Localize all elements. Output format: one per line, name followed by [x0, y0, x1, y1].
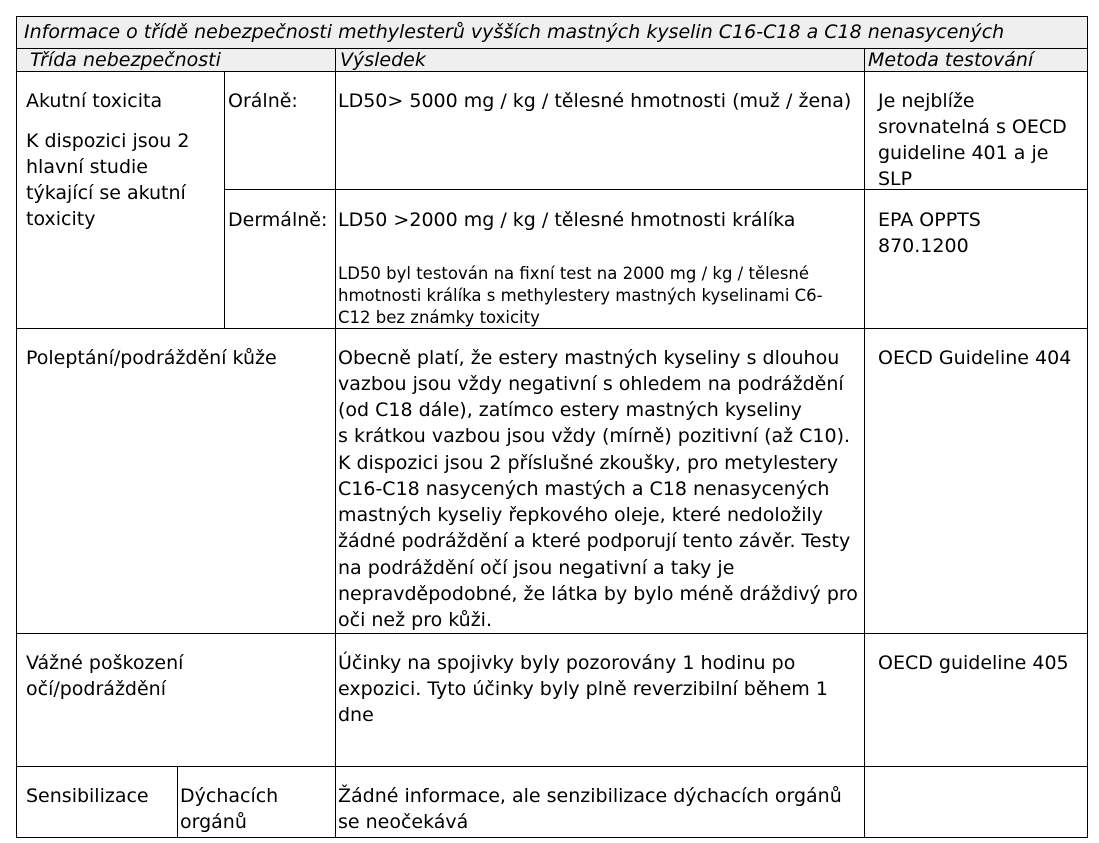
dermal-note-line: LD50 byl testován na fixní test na 2000 mg / kg / tělesné: [338, 264, 810, 283]
header-result: Výsledek: [340, 49, 426, 71]
acute-toxicity-note-line: K dispozici jsou 2: [26, 130, 190, 152]
column-divider: [224, 71, 225, 328]
skin-result-line: vazbou jsou vždy negativní s ohledem na podráždění: [338, 373, 844, 395]
skin-result-line: na podráždění očí jsou negativní a taky je: [338, 557, 735, 579]
table-border-left: [16, 16, 17, 838]
skin-irritation-label: Poleptání/podráždění kůže: [26, 347, 277, 369]
dermal-note-line: C12 bez známky toxicity: [338, 308, 540, 327]
column-divider: [864, 48, 865, 838]
acute-toxicity-note-line: týkající se akutní: [26, 182, 186, 204]
skin-result-line: žádné podráždění a které podporují tento závěr. Testy: [338, 530, 851, 552]
header-hazard-class: Třída nebezpečnosti: [30, 49, 221, 71]
row-divider: [16, 633, 1088, 634]
row-divider: [224, 189, 1088, 190]
oral-result: LD50> 5000 mg / kg / tělesné hmotnosti (muž / žena): [338, 90, 852, 112]
skin-result-line: (od C18 dále), zatímco estery mastných kyseliny: [338, 399, 802, 421]
oral-method-line: Je nejblíže: [878, 90, 975, 112]
eye-method: OECD guideline 405: [878, 652, 1069, 674]
skin-result-line: oči než pro kůži.: [338, 609, 493, 631]
sensitisation-result-line: se neočekává: [338, 811, 469, 833]
column-divider: [335, 48, 336, 838]
dermal-note-line: hmotnosti králíka s methylestery mastných kyselinami C6-: [338, 286, 823, 305]
oral-route-label: Orálně:: [228, 90, 298, 112]
respiratory-label-line: Dýchacích: [180, 785, 279, 807]
eye-result-line: Účinky na spojivky byly pozorovány 1 hodinu po: [338, 652, 796, 674]
skin-result-line: s krátkou vazbou jsou vždy (mírně) pozitivní (až C10).: [338, 425, 851, 447]
acute-toxicity-note-line: hlavní studie: [26, 156, 148, 178]
eye-result-line: dne: [338, 704, 374, 726]
skin-result-line: nepravděpodobné, že látka by bylo méně dráždivý pro: [338, 583, 858, 605]
skin-method: OECD Guideline 404: [878, 347, 1072, 369]
eye-damage-label-line: očí/podráždění: [26, 678, 166, 700]
eye-damage-label-line: Vážné poškození: [26, 652, 184, 674]
dermal-method-line: EPA OPPTS: [878, 209, 981, 231]
dermal-result: LD50 >2000 mg / kg / tělesné hmotnosti králíka: [338, 209, 796, 231]
skin-result-line: mastných kyseliy řepkového oleje, které nedoložily: [338, 504, 824, 526]
dermal-route-label: Dermálně:: [228, 209, 328, 231]
respiratory-label-line: orgánů: [180, 811, 247, 833]
eye-result-line: expozici. Tyto účinky byly plně reverzibilní během 1: [338, 678, 828, 700]
dermal-method-line: 870.1200: [878, 235, 969, 257]
row-divider: [16, 328, 1088, 329]
skin-result-line: C16-C18 nasycených mastých a C18 nenasycených: [338, 478, 830, 500]
oral-method-line: guideline 401 a je: [878, 142, 1049, 164]
oral-method-line: SLP: [878, 168, 913, 190]
acute-toxicity-label: Akutní toxicita: [26, 90, 163, 112]
table-caption: Informace o třídě nebezpečnosti methylesterů vyšších mastných kyselin C16-C18 a C18 nenasycených: [24, 21, 1005, 43]
table-border-top: [16, 16, 1088, 17]
oral-method-line: srovnatelná s OECD: [878, 116, 1067, 138]
header-test-method: Metoda testování: [868, 49, 1034, 71]
skin-result-line: K dispozici jsou 2 příslušné zkoušky, pro metylestery: [338, 452, 839, 474]
sensitisation-label: Sensibilizace: [26, 785, 149, 807]
table-border-right: [1087, 16, 1088, 838]
sensitisation-result-line: Žádné informace, ale senzibilizace dýchacích orgánů: [338, 785, 842, 807]
acute-toxicity-note-line: toxicity: [26, 208, 96, 230]
column-divider: [177, 766, 178, 838]
skin-result-line: Obecně platí, že estery mastných kyseliny s dlouhou: [338, 347, 840, 369]
